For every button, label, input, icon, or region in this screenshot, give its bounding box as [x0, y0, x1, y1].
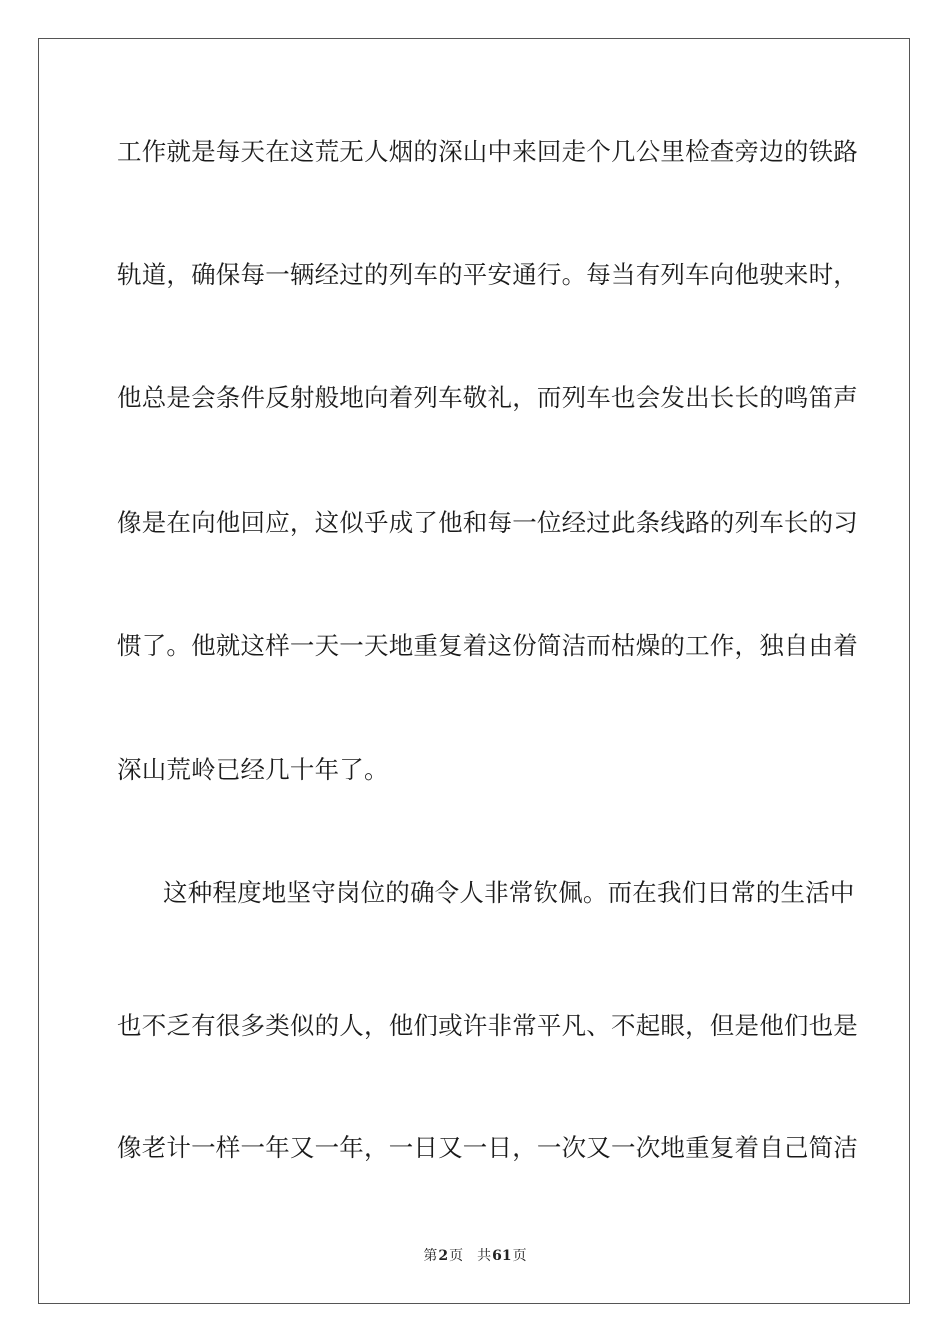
body-line-3: 他总是会条件反射般地向着列车敬礼，而列车也会发出长长的鸣笛声	[117, 383, 858, 412]
body-line-2: 轨道，确保每一辆经过的列车的平安通行。每当有列车向他驶来时，	[117, 260, 858, 289]
page-footer	[0, 1247, 950, 1265]
body-line-1: 工作就是每天在这荒无人烟的深山中来回走个几公里检查旁边的铁路	[117, 137, 858, 166]
footer-total-suffix: 页	[512, 1248, 527, 1264]
body-line-6: 深山荒岭已经几十年了。	[117, 755, 389, 784]
footer-total-prefix: 共	[477, 1248, 492, 1264]
page-border	[38, 38, 910, 1304]
body-line-8: 也不乏有很多类似的人，他们或许非常平凡、不起眼，但是他们也是	[117, 1011, 858, 1040]
body-line-5: 惯了。他就这样一天一天地重复着这份简洁而枯燥的工作，独自由着	[117, 631, 858, 660]
footer-page-prefix: 第	[423, 1248, 438, 1264]
body-line-9: 像老计一样一年又一年，一日又一日，一次又一次地重复着自己简洁	[117, 1133, 858, 1162]
footer-total-pages: 61	[492, 1248, 512, 1264]
footer-page-number: 2	[438, 1248, 449, 1264]
footer-page-suffix: 页	[449, 1248, 464, 1264]
body-line-4: 像是在向他回应，这似乎成了他和每一位经过此条线路的列车长的习	[117, 508, 858, 537]
body-line-7-paragraph-start: 这种程度地坚守岗位的确令人非常钦佩。而在我们日常的生活中	[163, 878, 855, 907]
